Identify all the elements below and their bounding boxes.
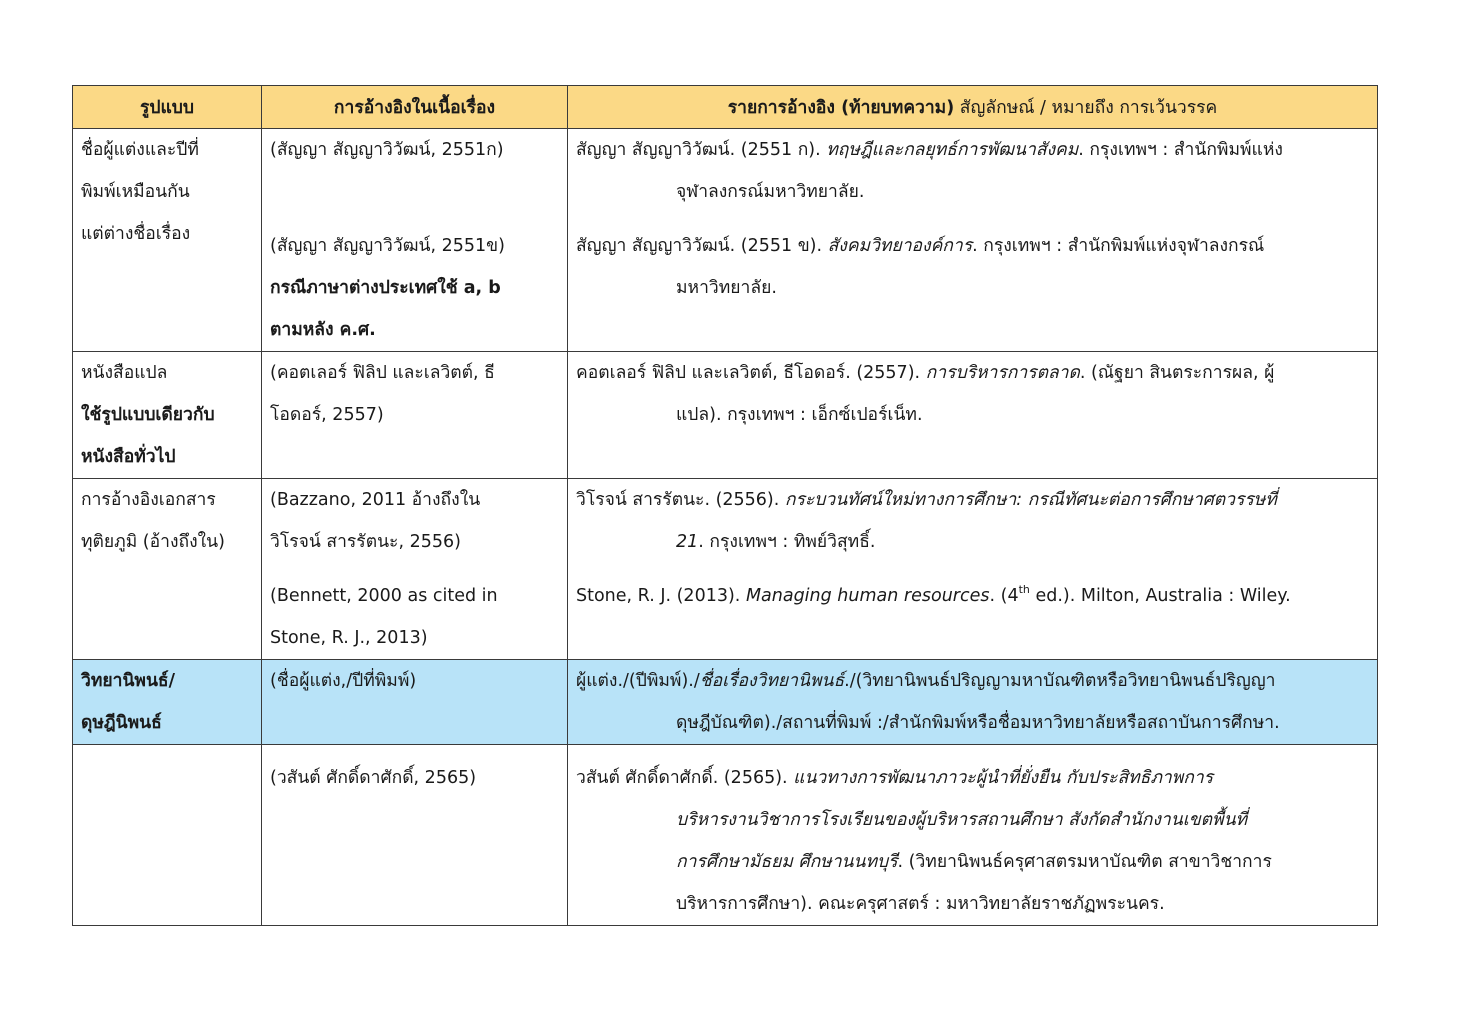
citation-cell: (วสันต์ ศักดิ์ดาศักดิ์, 2565) <box>262 745 568 926</box>
citation-cell: (ชื่อผู้แต่ง,/ปีที่พิมพ์) <box>262 660 568 745</box>
format-cell: หนังสือแปล ใช้รูปแบบเดียวกับ หนังสือทั่วไป <box>73 352 262 479</box>
table-row <box>73 745 1378 926</box>
table-row-highlighted <box>73 660 1378 745</box>
reference-entry: สัญญา สัญญาวิวัฒน์. (2551 ก). ทฤษฎีและกลยุทธ์การพัฒนาสังคม. กรุงเทพฯ : สำนักพิมพ์แห่ง <box>576 140 1283 160</box>
table-header-row <box>73 86 1378 129</box>
header-format: รูปแบบ <box>73 86 262 129</box>
table-row <box>73 352 1378 479</box>
header-in-text-citation: การอ้างอิงในเนื้อเรื่อง <box>262 86 568 129</box>
reference-cell: คอตเลอร์ ฟิลิป และเลวิตต์, ธีโอดอร์. (2557). การบริหารการตลาด. (ณัฐยา สินตระการผล, ผู้ แปล). กรุงเทพฯ : เอ็กซ์เปอร์เน็ท. <box>568 352 1378 479</box>
citation-note: กรณีภาษาต่างประเทศใช้ a, b <box>270 278 501 298</box>
reference-entry: Stone, R. J. (2013). Managing human resources. (4th ed.). Milton, Australia : Wiley. <box>576 583 1291 606</box>
header-reference-list: รายการอ้างอิง (ท้ายบทความ) สัญลักษณ์ / หมายถึง การเว้นวรรค <box>568 86 1378 129</box>
table-row <box>73 479 1378 660</box>
reference-cell: วสันต์ ศักดิ์ดาศักดิ์. (2565). แนวทางการพัฒนาภาวะผู้นำที่ยั่งยืน กับประสิทธิภาพการ บริหารงานวิชาการโรงเรียนของผู้บริหารสถานศึกษา สังกัดสำนักงานเขตพื้นที่ การศึกษามัธยม ศึกษานนทบุรี. (วิทยานิพนธ์ครุศาสตรมหาบัณฑิต สาขาวิชาการ บริหารการศึกษา). คณะครุศาสตร์ : มหาวิทยาลัยราชภัฏพระนคร. <box>568 745 1378 926</box>
reference-cell: สัญญา สัญญาวิวัฒน์. (2551 ก). ทฤษฎีและกลยุทธ์การพัฒนาสังคม. กรุงเทพฯ : สำนักพิมพ์แห่ง จุฬาลงกรณ์มหาวิทยาลัย. สัญญา สัญญาวิวัฒน์. (2551 ข). สังคมวิทยาองค์การ. กรุงเทพฯ : สำนักพิมพ์แห่งจุฬาลงกรณ์ มหาวิทยาลัย. <box>568 129 1378 352</box>
reference-entry: วสันต์ ศักดิ์ดาศักดิ์. (2565). แนวทางการพัฒนาภาวะผู้นำที่ยั่งยืน กับประสิทธิภาพการ <box>576 768 1214 788</box>
citation-note: ตามหลัง ค.ศ. <box>270 320 376 340</box>
format-cell: การอ้างอิงเอกสาร ทุติยภูมิ (อ้างถึงใน) <box>73 479 262 660</box>
reference-entry: ผู้แต่ง./(ปีพิมพ์)./ชื่อเรื่องวิทยานิพนธ์./(วิทยานิพนธ์ปริญญามหาบัณฑิตหรือวิทยานิพนธ์ปริญญา <box>576 671 1276 691</box>
reference-format-table <box>72 85 1378 926</box>
table-row <box>73 129 1378 352</box>
reference-entry: คอตเลอร์ ฟิลิป และเลวิตต์, ธีโอดอร์. (2557). การบริหารการตลาด. (ณัฐยา สินตระการผล, ผู้ <box>576 363 1275 383</box>
reference-cell: วิโรจน์ สารรัตนะ. (2556). กระบวนทัศน์ใหม่ทางการศึกษา: กรณีทัศนะต่อการศึกษาศตวรรษที่ 21. กรุงเทพฯ : ทิพย์วิสุทธิ์. Stone, R. J. (2013). Managing human resources. (4th ed.). Milton, Australia : Wiley. <box>568 479 1378 660</box>
format-cell: ชื่อผู้แต่งและปีที่ พิมพ์เหมือนกัน แต่ต่างชื่อเรื่อง <box>73 129 262 352</box>
citation-cell: (Bazzano, 2011 อ้างถึงใน วิโรจน์ สารรัตนะ, 2556) (Bennett, 2000 as cited in Stone, R. J., 2013) <box>262 479 568 660</box>
format-cell: วิทยานิพนธ์/ ดุษฎีนิพนธ์ <box>73 660 262 745</box>
reference-entry: สัญญา สัญญาวิวัฒน์. (2551 ข). สังคมวิทยาองค์การ. กรุงเทพฯ : สำนักพิมพ์แห่งจุฬาลงกรณ์ <box>576 236 1265 256</box>
format-cell <box>73 745 262 926</box>
citation-cell: (สัญญา สัญญาวิวัฒน์, 2551ก) (สัญญา สัญญาวิวัฒน์, 2551ข) กรณีภาษาต่างประเทศใช้ a, b ตามหลัง ค.ศ. <box>262 129 568 352</box>
reference-cell: ผู้แต่ง./(ปีพิมพ์)./ชื่อเรื่องวิทยานิพนธ์./(วิทยานิพนธ์ปริญญามหาบัณฑิตหรือวิทยานิพนธ์ปริญญา ดุษฎีบัณฑิต)./สถานที่พิมพ์ :/สำนักพิมพ์หรือชื่อมหาวิทยาลัยหรือสถาบันการศึกษา. <box>568 660 1378 745</box>
header-symbol-note: สัญลักษณ์ / หมายถึง การเว้นวรรค <box>954 98 1218 118</box>
citation-cell: (คอตเลอร์ ฟิลิป และเลวิตต์, ธี โอดอร์, 2557) <box>262 352 568 479</box>
reference-entry: วิโรจน์ สารรัตนะ. (2556). กระบวนทัศน์ใหม่ทางการศึกษา: กรณีทัศนะต่อการศึกษาศตวรรษที่ <box>576 490 1277 510</box>
